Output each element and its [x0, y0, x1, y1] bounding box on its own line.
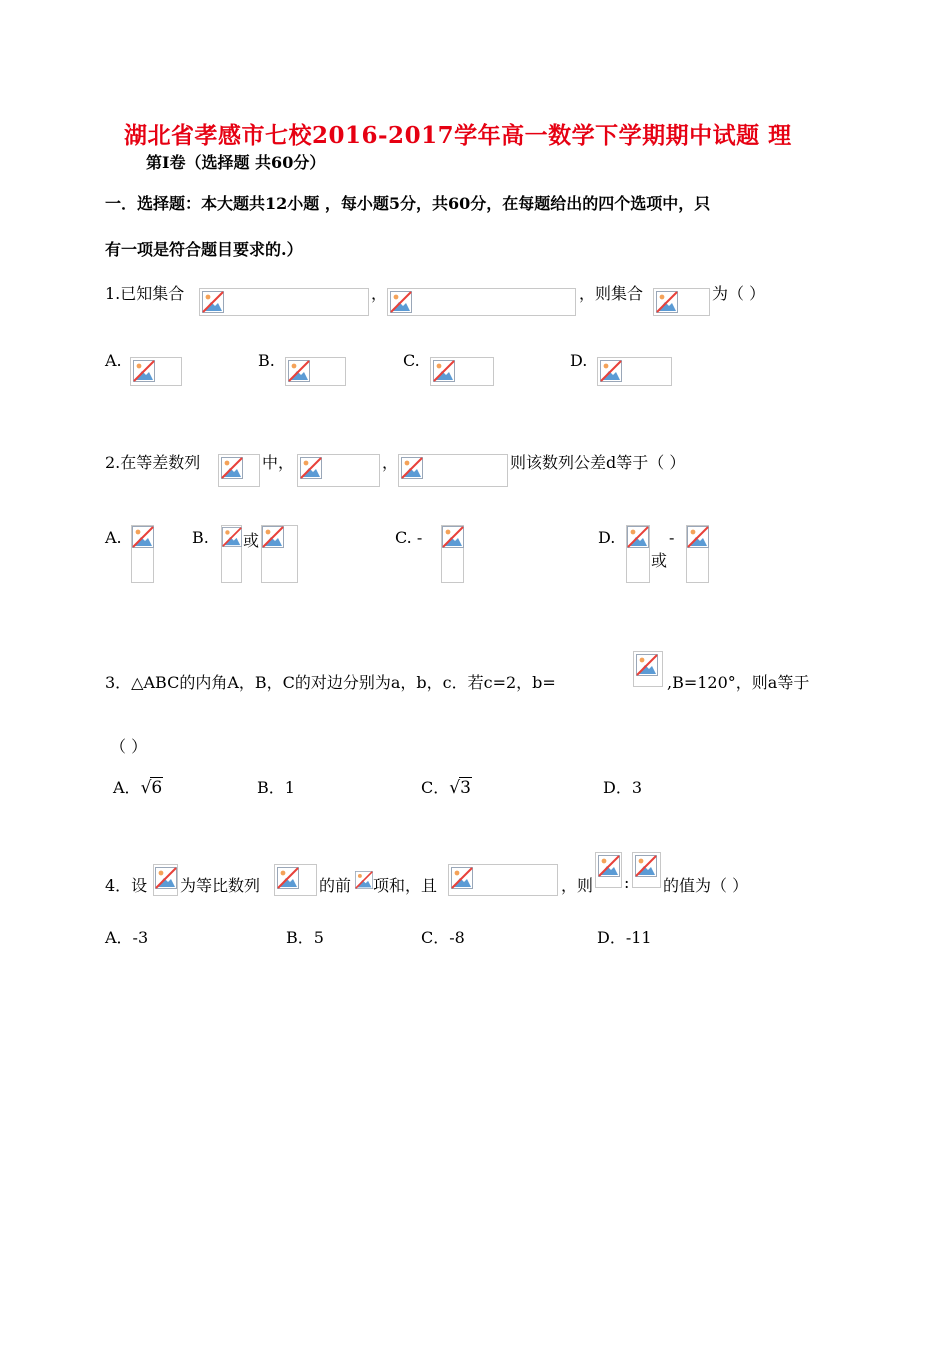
q2-option-c-label: C. -	[395, 528, 423, 547]
q2-text-b: 中，	[262, 453, 295, 472]
broken-image-icon	[355, 870, 373, 890]
section-instructions-line2: 有一项是符合题目要求的.）	[105, 240, 303, 259]
q2-option-b-label: B.	[192, 528, 209, 547]
q2-option-d-label: D.	[598, 528, 616, 547]
q4-text-a: 4．设	[105, 876, 148, 895]
q1-option-b-image	[285, 357, 346, 386]
q4-option-b: B．5	[286, 928, 324, 947]
section-instructions-line1: 一．选择题：本大题共12小题 ，每小题5分，共60分，在每题给出的四个选项中，只	[105, 194, 711, 213]
q1-text-c: ，则集合	[579, 284, 644, 303]
broken-image-icon	[277, 867, 299, 889]
radical-sign: √	[140, 778, 152, 798]
sqrt-expression	[449, 778, 472, 798]
q1-formula-image-1	[199, 288, 369, 316]
q2-text-a: 2.在等差数列	[105, 453, 201, 472]
q3-option-c	[421, 775, 472, 798]
q2-option-c-image	[441, 525, 464, 583]
q2-option-a-label: A.	[105, 528, 122, 547]
broken-image-icon	[442, 526, 464, 548]
part-heading: 第Ⅰ卷（选择题 共60分）	[146, 153, 326, 172]
broken-image-icon	[627, 526, 649, 548]
q2-or-b: 或	[243, 531, 260, 550]
q2-minus-d: -	[669, 528, 675, 547]
q4-formula-image-3	[355, 870, 373, 890]
q4-text-b: 为等比数列	[180, 876, 261, 895]
q2-text-d: 则该数列公差d等于（ ）	[510, 453, 686, 472]
sqrt-expression	[141, 778, 164, 798]
q4-option-a: A．-3	[105, 928, 149, 947]
q1-option-a-image	[130, 357, 182, 386]
q4-option-c: C．-8	[421, 928, 465, 947]
radicand: 3	[460, 778, 471, 798]
q1-text-a: 1.已知集合	[105, 284, 185, 303]
broken-image-icon	[202, 291, 224, 313]
q4-formula-image-4	[448, 864, 558, 896]
q1-option-d-label: D.	[570, 351, 588, 370]
q3-option-c-label: C．	[421, 778, 450, 797]
broken-image-icon	[222, 526, 242, 548]
q1-option-c-image	[430, 357, 494, 386]
radical-sign: √	[449, 778, 461, 798]
q3-option-b: B．1	[257, 778, 295, 797]
q1-formula-image-3	[653, 288, 710, 316]
broken-image-icon	[132, 526, 154, 548]
q1-option-d-image	[597, 357, 672, 386]
broken-image-icon	[656, 291, 678, 313]
broken-image-icon	[600, 360, 622, 382]
q1-formula-image-2	[387, 288, 576, 316]
q2-formula-image-1	[218, 454, 260, 487]
radicand: 6	[151, 778, 163, 798]
broken-image-icon	[451, 867, 473, 889]
q1-option-a-label: A.	[105, 351, 122, 370]
q4-formula-image-6	[632, 852, 661, 888]
q3-option-a-label: A．	[113, 778, 141, 797]
q4-text-f: 的值为（ ）	[663, 876, 749, 895]
q4-colon: :	[624, 873, 630, 892]
broken-image-icon	[636, 654, 658, 676]
q2-option-b-image-1	[221, 525, 242, 583]
broken-image-icon	[133, 360, 155, 382]
broken-image-icon	[687, 526, 709, 548]
q4-formula-image-2	[274, 864, 317, 896]
broken-image-icon	[433, 360, 455, 382]
q1-text-d: 为（ ）	[712, 284, 766, 303]
broken-image-icon	[390, 291, 412, 313]
broken-image-icon	[598, 855, 620, 877]
q2-formula-image-3	[398, 454, 508, 487]
q4-formula-image-1	[153, 864, 178, 896]
q2-formula-image-2	[297, 454, 380, 487]
q4-option-d: D．-11	[597, 928, 652, 947]
q2-option-d-image-1	[626, 525, 650, 583]
q1-option-b-label: B.	[258, 351, 275, 370]
q2-or-d: 或	[651, 551, 668, 570]
broken-image-icon	[288, 360, 310, 382]
page-title: 湖北省孝感市七校2016-2017学年高一数学下学期期中试题 理	[124, 122, 792, 149]
q4-text-c: 的前	[319, 876, 352, 895]
q3-option-d: D．3	[603, 778, 643, 797]
broken-image-icon	[155, 867, 177, 889]
q3-answer-paren: （ ）	[110, 737, 148, 756]
q3-stem-continued: ,B=120°，则a等于	[667, 673, 810, 692]
broken-image-icon	[221, 457, 243, 479]
q3-stem: 3．△ABC的内角A，B，C的对边分别为a，b，c．若c=2，b=	[105, 673, 556, 692]
broken-image-icon	[635, 855, 657, 877]
q1-text-b: ，	[371, 284, 388, 303]
q2-option-b-image-2	[261, 525, 298, 583]
q3-option-a	[113, 775, 163, 798]
q3-formula-image	[633, 651, 663, 687]
broken-image-icon	[401, 457, 423, 479]
q2-option-d-image-2	[686, 525, 709, 583]
q4-text-e: ，则	[561, 876, 594, 895]
broken-image-icon	[300, 457, 322, 479]
broken-image-icon	[262, 526, 284, 548]
q2-option-a-image	[131, 525, 154, 583]
q4-text-d: 项和，且	[373, 876, 438, 895]
q2-text-c: ，	[382, 453, 399, 472]
q1-option-c-label: C.	[403, 351, 420, 370]
q4-formula-image-5	[595, 852, 622, 888]
